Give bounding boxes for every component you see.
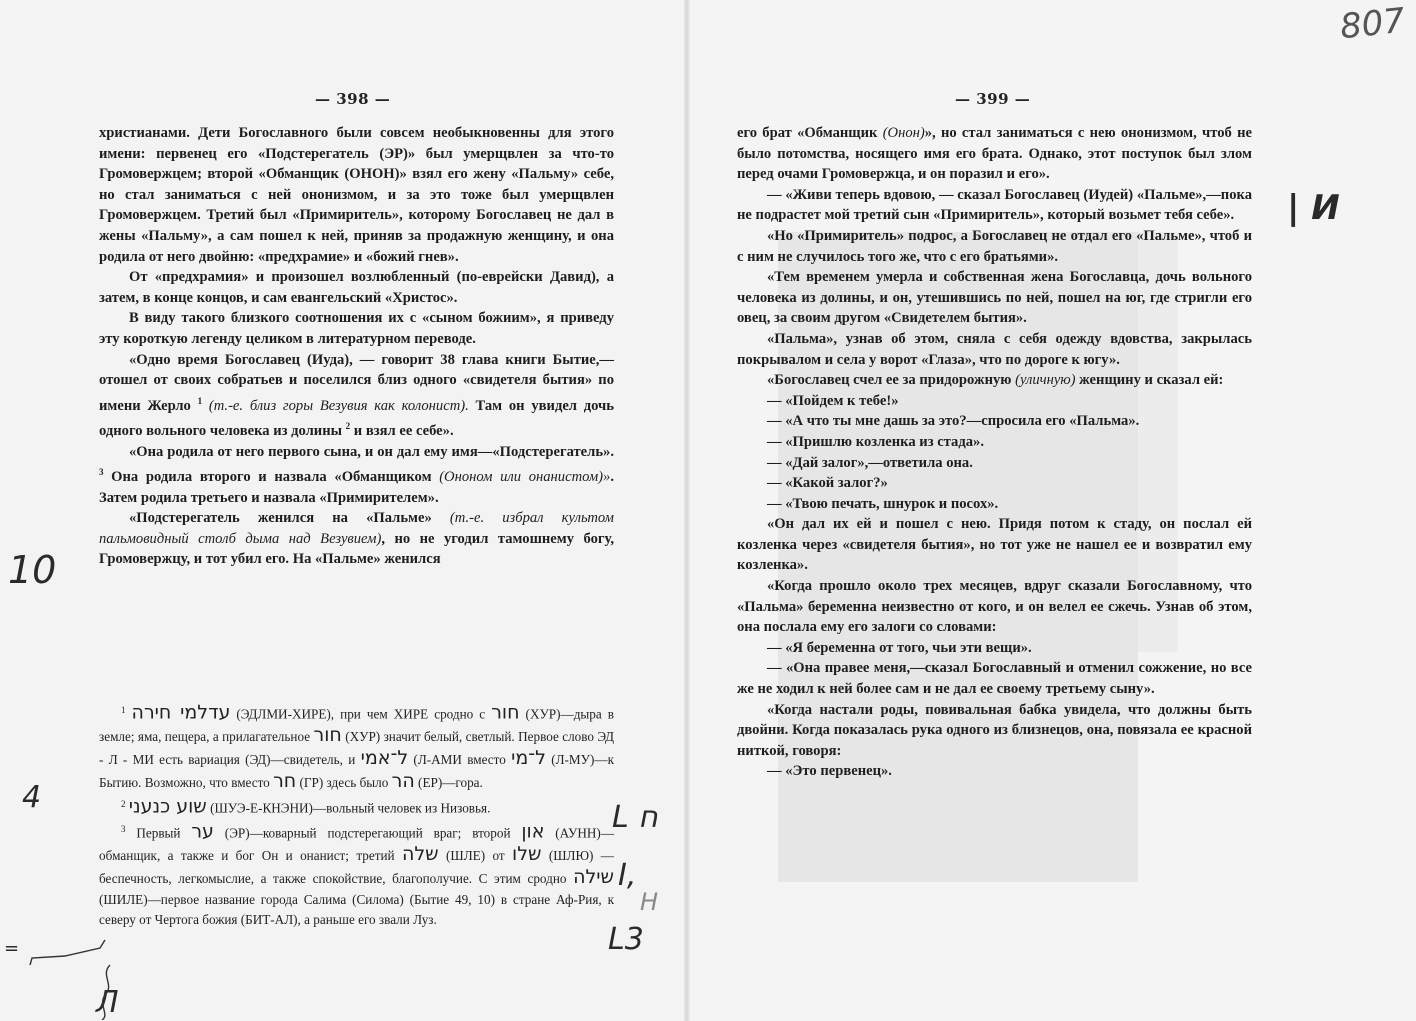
paragraph-text: «Она родила от него первого сына, и он дал ему имя—«Подстерегатель». (129, 443, 614, 460)
footnote-text: (ХУР)—дыра в земле; яма, пещера, а прилагательное (99, 706, 615, 745)
hebrew-word: שלו (512, 842, 542, 865)
footnote-text: (ШЛЕ) от (438, 847, 513, 863)
dialogue-line: — «Это первенец». (767, 763, 892, 780)
paragraph-text: Она родила второго и назвала «Обманщиком (103, 469, 440, 486)
paragraph-text: », но стал заниматься с нею ононизмом, чтоб не было потомства, носящего имя его брата. Однако, этот поступок был злом перед очами Громовержца, и он поразил и его». (737, 125, 1252, 183)
paragraph: «Он дал их ей и пошел с нею. Придя потом к стаду, он послал ей козленка через «свидетеля бытия», но тот уже не нашел ее и возвратил ему козленка». (737, 516, 1252, 574)
footnote-text: (ГР) здесь было (296, 774, 392, 790)
dialogue-line: — «Какой залог?» (767, 475, 888, 492)
footnote-ref: 2 (345, 421, 351, 432)
handwritten-scribble-icon (20, 930, 130, 1020)
handwritten-margin-note: 4 (22, 780, 42, 815)
hebrew-word: חור (491, 701, 520, 724)
handwritten-margin-note: 10 (8, 548, 57, 592)
footnote-number: 3 (121, 823, 126, 834)
footnote-number: 2 (121, 798, 126, 809)
paragraph (737, 123, 1252, 185)
handwritten-margin-note: | И (1287, 188, 1340, 228)
handwritten-margin-note: Л (96, 985, 119, 1020)
footnote-text: (ЭДЛМИ-ХИРЕ), при чем ХИРЕ сродно с (230, 706, 492, 722)
paragraph: христианами. Дети Богославного были совсем необыкновенны для этого имени: первенец его «Подстерегатель (ЭР)» был умерщвлен за что-то Громовержцем; второй «Обманщик (ОНОН)» взял его жену «Пальму» себе, но стал заниматься с ней ононизмом, и за это тоже был умерщвлен Громовержцем. Третий был «Примиритель», которому Богославец не дал в жены «Пальму», а сам пошел к ней, приняв за продажную женщину, и она родила от него двойню: «предхрамие» и «божий гнев». (99, 125, 614, 265)
footnote-text: (ШИЛЕ)—первое название города Салима (Силома) (Бытие 49, 10) в стране Аф-Рия, к северу от Чертога божия (БИТ-АЛ), а раньше его звали Луз. (99, 891, 614, 928)
book-gutter (684, 0, 690, 1021)
paragraph (99, 442, 614, 509)
hebrew-word: ל־מי (511, 746, 546, 769)
paragraph: «Когда настали роды, повивальная бабка увидела, что должны быть двойни. Когда показалась рука одного из близнецов, она, повязала ее красной ниткой, говоря: (737, 701, 1252, 759)
footnote-text: (АУНН)—обманщик, а также и бог Он и онанист; третий (99, 825, 615, 863)
paragraph: «Тем временем умерла и собственная жена Богославца, дочь вольного человека из долины, и он, утешившись по ней, пошел на юг, где стригли его овец, за своим другом «Свидетелем бытия». (737, 269, 1252, 327)
italic-text: (т.-е. избрал культом пальмовидный столб дыма над Везувием) (99, 510, 614, 547)
paragraph: «Пальма», узнав об этом, сняла с себя одежду вдовства, закрылась покрывалом и села у ворот «Глаза», что по дороге к югу». (737, 330, 1252, 368)
footnote-text: (ХУР) значит белый, светлый. Первое слово ЭД - Л - МИ есть вариация (ЭД)—свидетель, и (99, 729, 614, 767)
footnote-ref: 1 (197, 395, 203, 406)
paragraph (737, 370, 1252, 391)
paragraph-text: женщину и сказал ей: (1075, 372, 1224, 389)
hebrew-word: שוע כנעני (128, 794, 207, 817)
hebrew-word: שילה (573, 865, 614, 888)
dialogue-line: — «Дай залог»,—ответила она. (767, 454, 973, 471)
dialogue-line: — «Пойдем к тебе!» (767, 392, 899, 409)
footnote-number: 1 (121, 705, 126, 715)
footnote-text: (ШЛЮ) — беспечность, легкомыслие, а также спокойствие, благополучие. С этим сродно (99, 847, 614, 886)
hebrew-word: חור (313, 724, 342, 747)
paragraph-text: «Богославец счел ее за придорожную (767, 372, 1016, 389)
paragraph: В виду такого близкого соотношения их с «сыном божиим», я приведу эту короткую легенду целиком в литературном переводе. (99, 310, 614, 347)
paragraph: — «Живи теперь вдовою, — сказал Богославец (Иудей) «Пальме»,—пока не подрастет мой третий сын «Примиритель», который возьмет тебя себе». (737, 186, 1252, 224)
paragraph-text: . Затем родила третьего и назвала «Примирителем». (99, 469, 614, 506)
handwritten-margin-note: L3 (608, 922, 644, 957)
hebrew-word: עדלמי חירה (131, 701, 231, 724)
paragraph-text: , но не угодил тамошнему богу, Громовержцу, и тот убил его. На «Пальме» женился (99, 530, 614, 568)
dialogue-line: — «А что ты мне дашь за это?—спросила его «Пальма». (767, 413, 1140, 430)
paragraph-text: Там он увидел дочь одного вольного человека из долины (99, 397, 614, 440)
footnote-text: Первый (136, 825, 192, 841)
footnote-3 (99, 819, 614, 931)
handwritten-margin-note: I, (618, 858, 637, 893)
handwritten-page-number: 807 (1338, 0, 1407, 48)
handwritten-margin-note: = (4, 938, 20, 959)
handwritten-margin-note: L ח (612, 800, 658, 835)
italic-text: (Ононом или онанистом)» (439, 469, 611, 486)
hebrew-word: און (521, 820, 545, 843)
hebrew-word: ל־אמי (360, 746, 409, 769)
hebrew-word: חר (273, 769, 297, 792)
footnote-text: (Л-МУ)—к Бытию. Возможно, что вместо (99, 751, 614, 790)
handwritten-margin-note: Н (640, 888, 659, 916)
paragraph-text: «Одно время Богославец (Иуда), — говорит 38 глава книги Бытие,—отошел от своих собратьев и поселился близ одного «свидетеля бытия» по имени Жерло (99, 351, 614, 414)
hebrew-word: ער (191, 820, 214, 843)
footnote-text: (Л-АМИ вместо (408, 751, 512, 767)
paragraph-text: и взял ее себе». (350, 423, 454, 440)
left-page-body (99, 123, 614, 570)
paragraph-text: его брат «Обманщик (737, 125, 883, 141)
footnotes (99, 700, 614, 931)
right-page-body (737, 123, 1252, 782)
dialogue-line: — «Твою печать, шнурок и посох». (767, 495, 999, 512)
italic-text: (Онон) (882, 125, 925, 141)
paragraph-text: «Подстерегатель женился на «Пальме» (129, 510, 450, 527)
page-number-left: — 398 — (315, 90, 391, 108)
footnote-text: (ЕР)—гора. (414, 774, 483, 790)
page-number-right: — 399 — (955, 90, 1031, 108)
dialogue-line: — «Она правее меня,—сказал Богославный и отменил сожжение, но все же не ходил к ней более сам и не дал ее своему третьему сыну». (737, 660, 1252, 698)
paragraph: «Когда прошло около трех месяцев, вдруг сказали Богославному, что «Пальма» беременна неизвестно от кого, и он велел ее сжечь. Узнав об этом, она послала ему его залоги со словами: (737, 578, 1252, 636)
hebrew-word: הר (391, 769, 415, 792)
italic-text: (т.-е. близ горы Везувия как колонист). (202, 397, 469, 414)
footnote-1 (99, 700, 614, 794)
footnote-text: (ЭР)—коварный подстерегающий враг; второй (213, 825, 522, 841)
footnote-2 (99, 794, 614, 819)
hebrew-word: שלה (401, 842, 439, 865)
footnote-ref: 3 (99, 467, 104, 478)
italic-text: (уличную) (1015, 372, 1076, 389)
paragraph: «Но «Примиритель» подрос, а Богославец не отдал его «Пальме», чтоб и с ним не случилось того же, что с его братьями». (737, 227, 1252, 265)
dialogue-line: — «Пришлю козленка из стада». (767, 433, 984, 450)
dialogue-line: — «Я беременна от того, чьи эти вещи». (767, 639, 1032, 656)
paragraph (99, 350, 614, 442)
paragraph: От «предхрамия» и произошел возлюбленный (по-еврейски Давид), а затем, в конце концов, и сам евангельский «Христос». (99, 269, 614, 306)
footnote-text: (ШУЭ-Е-КНЭНИ)—вольный человек из Низовья. (206, 799, 491, 815)
paragraph (99, 508, 614, 570)
